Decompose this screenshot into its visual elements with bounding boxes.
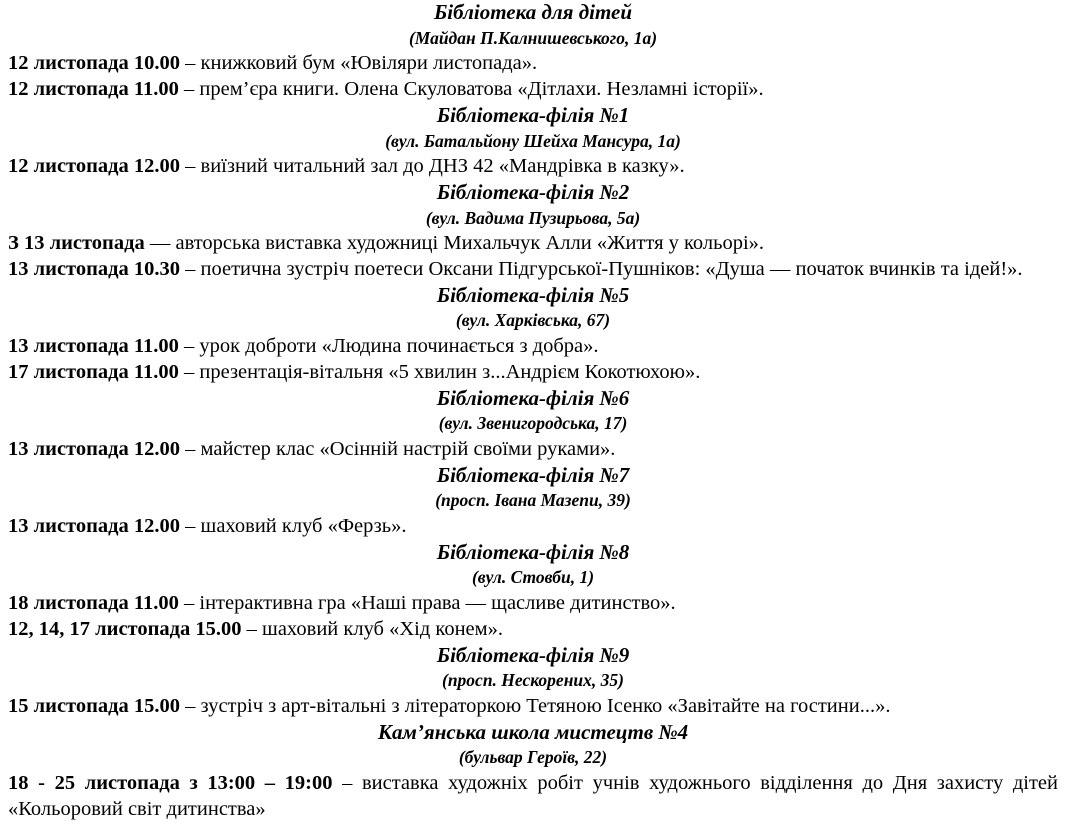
section-title: Бібліотека-філія №6 — [436, 385, 630, 410]
section-address: (вул. Стовби, 1) — [471, 567, 595, 588]
section-title: Бібліотека-філія №7 — [436, 462, 630, 487]
event-date: 18 - 25 листопада з 13:00 – 19:00 — [8, 772, 333, 795]
event-date: 15 листопада 15.00 — [8, 694, 181, 717]
event-description: – шаховий клуб «Хід конем». — [241, 617, 503, 640]
section-address: (вул. Батальйону Шейха Мансура, 1а) — [385, 130, 681, 151]
event-date: 17 листопада 11.00 — [8, 360, 179, 383]
event-description: – зустріч з арт-вітальні з літераторкою Тетяною Ісенко «Завітайте на гостини...». — [180, 694, 891, 717]
event-description: – книжковий бум «Ювіляри листопада». — [180, 52, 538, 75]
event-description: – презентація-вітальня «5 хвилин з...Андрієм Кокотюхою». — [178, 360, 701, 383]
event-line — [8, 334, 1058, 360]
event-line — [8, 154, 1058, 180]
event-description: – виставка художніх робіт учнів художнього відділення до Дня захисту дітей «Кольоровий світ дитинства» — [8, 772, 1058, 820]
event-description: – прем’єра книги. Олена Скуловатова «Дітлахи. Незламні історії». — [178, 78, 764, 101]
event-date: 18 листопада 11.00 — [8, 592, 179, 615]
section-title: Бібліотека-філія №1 — [436, 102, 630, 127]
event-line — [8, 771, 1058, 822]
section-address: (бульвар Героїв, 22) — [458, 747, 608, 768]
event-description: – виїзний читальний зал до ДНЗ 42 «Мандрівка в казку». — [180, 155, 685, 178]
section-address: (просп. Нескорених, 35) — [442, 670, 624, 691]
event-line — [8, 360, 1058, 386]
section-address: (Майдан П.Калнишевського, 1а) — [408, 27, 658, 48]
event-description: – шаховий клуб «Ферзь». — [180, 515, 407, 538]
event-date: 13 листопада 11.00 — [8, 335, 179, 358]
event-description: – урок доброти «Людина починається з добра». — [178, 335, 599, 358]
event-line — [8, 437, 1058, 463]
event-description: – інтерактивна гра «Наші права — щасливе дитинство». — [178, 592, 676, 615]
event-line — [8, 77, 1058, 103]
event-date: 12 листопада 10.00 — [8, 52, 181, 75]
event-line — [8, 617, 1058, 643]
event-line — [8, 231, 1058, 257]
section-title: Бібліотека-філія №2 — [436, 179, 630, 204]
event-description: – поетична зустріч поетеси Оксани Підгурської-Пушніков: «Душа — початок вчинків та ідей!». — [180, 258, 1023, 281]
event-date: 13 листопада 12.00 — [8, 515, 181, 538]
event-description: — авторська виставка художниці Михальчук Алли «Життя у кольорі». — [144, 232, 765, 255]
event-line — [8, 514, 1058, 540]
section-address: (просп. Івана Мазепи, 39) — [435, 490, 631, 511]
event-date: 13 листопада 12.00 — [8, 437, 181, 460]
event-line — [8, 591, 1058, 617]
event-date: 12, 14, 17 листопада 15.00 — [8, 617, 242, 640]
section-address: (вул. Харківська, 67) — [455, 310, 611, 331]
section-title: Бібліотека-філія №9 — [436, 642, 630, 667]
event-line — [8, 694, 1058, 720]
section-title: Бібліотека-філія №5 — [436, 282, 630, 307]
event-date: З 13 листопада — [8, 232, 145, 255]
section-title: Бібліотека для дітей — [433, 0, 633, 24]
event-description: – майстер клас «Осінній настрій своїми руками». — [180, 437, 616, 460]
section-title: Бібліотека-філія №8 — [436, 539, 630, 564]
event-line — [8, 257, 1058, 283]
section-address: (вул. Вадима Пузирьова, 5а) — [425, 207, 641, 228]
event-date: 13 листопада 10.30 — [8, 258, 181, 281]
event-line — [8, 51, 1058, 77]
section-title: Кам’янська школа мистецтв №4 — [377, 719, 689, 744]
section-address: (вул. Звенигородська, 17) — [438, 413, 628, 434]
event-date: 12 листопада 11.00 — [8, 78, 179, 101]
event-date: 12 листопада 12.00 — [8, 155, 181, 178]
